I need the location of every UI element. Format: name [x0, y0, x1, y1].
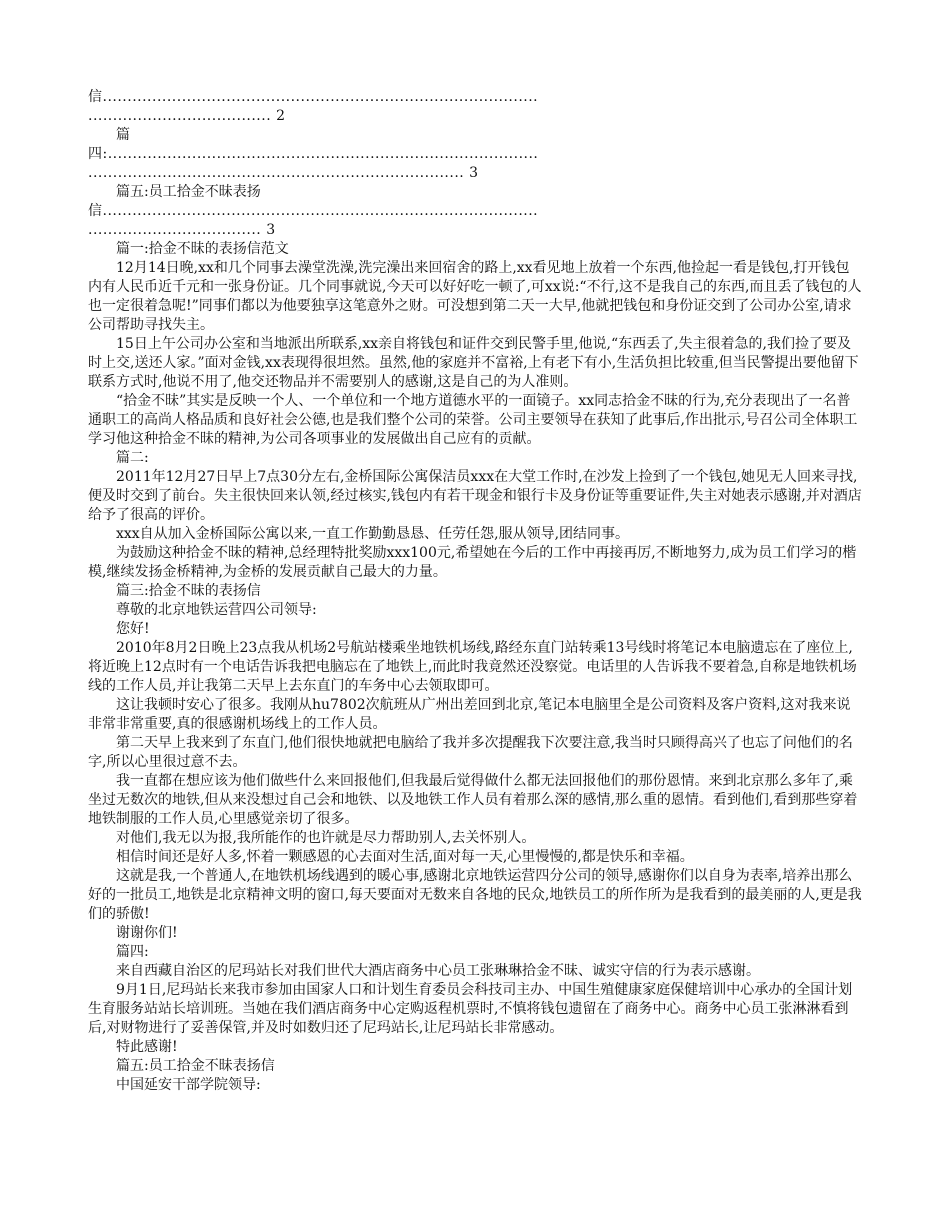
toc-label: 篇 [116, 127, 130, 143]
paragraph: 9月1日,尼玛站长来我市参加由国家人口和计划生育委员会科技司主办、中国生殖健康家庭保健培训中心承办的全国计划生育服务站站长培训班。当她在我们酒店商务中心定购返程机票时,不慎将钱包遗留在了商务中心。商务中心员工张淋淋看到后,对财物进行了妥善保管,并及时如数归还了尼玛站长,让尼玛站长非常感动。 [88, 982, 853, 1036]
toc-entry [88, 126, 862, 183]
paragraph: 2010年8月2日晚上23点我从机场2号航站楼乘坐地铁机场线,路经东直门站转乘13号线时将笔记本电脑遗忘在了座位上,将近晚上12点时有一个电话告诉我把电脑忘在了地铁上,而此时我竟然还没察觉。电话里的人告诉我不要着急,自称是地铁机场线的工作人员,并让我第二天早上去东直门的车务中心去领取即可。 [88, 640, 857, 694]
toc-dots-line: 信........................................................................................ [88, 203, 539, 219]
greeting: 您好! [116, 621, 150, 637]
paragraph: 来自西藏自治区的尼玛站长对我们世代大酒店商务中心员工张琳琳拾金不昧、诚实守信的行为表示感谢。 [116, 963, 760, 979]
toc-dots-line: 信........................................................................................ [88, 89, 539, 105]
toc-entry [88, 88, 862, 126]
document-body [88, 240, 862, 1095]
toc-dots-line: 四:....................................................................................... [88, 146, 539, 162]
toc-dots-line: ............................................................................ 3 [88, 165, 479, 181]
paragraph: 2011年12月27日早上7点30分左右,金桥国际公寓保洁员xxx在大堂工作时,在沙发上捡到了一个钱包,她见无人回来寻找,便及时交到了前台。失主很快回来认领,经过核实,钱包内有若干现金和银行卡及身份证等重要证件,失主对她表示感谢,并对酒店给予了很高的评价。 [88, 469, 862, 523]
paragraph: 对他们,我无以为报,我所能作的也许就是尽力帮助别人,去关怀别人。 [116, 830, 536, 846]
paragraph: 12月14日晚,xx和几个同事去澡堂洗澡,洗完澡出来回宿舍的路上,xx看见地上放着一个东西,他捡起一看是钱包,打开钱包内有人民币近千元和一张身份证。几个同事就说,今天可以好好吃一顿了,可xx说:“不行,这不是我自己的东西,而且丢了钱包的人也一定很着急呢!”同事们都以为他要独享这笔意外之财。可没想到第二天一大早,他就把钱包和身份证交到了公司办公室,请求公司帮助寻找失主。 [88, 260, 862, 333]
paragraph: 这让我顿时安心了很多。我刚从hu7802次航班从广州出差回到北京,笔记本电脑里全是公司资料及客户资料,这对我来说非常非常重要,真的很感谢机场线上的工作人员。 [88, 697, 851, 732]
section-heading: 篇三:拾金不昧的表扬信 [116, 583, 261, 599]
section-heading: 篇五:员工拾金不昧表扬信 [116, 1058, 275, 1074]
salutation: 尊敬的北京地铁运营四公司领导: [116, 602, 317, 618]
closing: 特此感谢! [116, 1039, 178, 1055]
closing: 谢谢你们! [116, 925, 178, 941]
paragraph: 第二天早上我来到了东直门,他们很快地就把电脑给了我并多次提醒我下次要注意,我当时只顾得高兴了也忘了问他们的名字,所以心里很过意不去。 [88, 735, 853, 770]
section-heading: 篇二: [116, 450, 149, 466]
paragraph: 15日上午公司办公室和当地派出所联系,xx亲自将钱包和证件交到民警手里,他说,“东西丢了,失主很着急的,我们捡了要及时上交,送还人家。”面对金钱,xx表现得很坦然。虽然,他的家庭并不富裕,上有老下有小,生活负担比较重,但当民警提出要他留下联系方式时,他说不用了,他交还物品并不需要别人的感谢,这是自己的为人准则。 [88, 336, 859, 390]
toc-dots-line: ................................... 3 [88, 222, 276, 238]
paragraph: 为鼓励这种拾金不昧的精神,总经理特批奖励xxx100元,希望她在今后的工作中再接再厉,不断地努力,成为员工们学习的楷模,继续发扬金桥精神,为金桥的发展贡献自己最大的力量。 [88, 545, 857, 580]
toc-entry [88, 183, 862, 240]
section-heading: 篇四: [116, 944, 149, 960]
paragraph: “拾金不昧”其实是反映一个人、一个单位和一个地方道德水平的一面镜子。xx同志拾金不昧的行为,充分表现出了一名普通职工的高尚人格品质和良好社会公德,也是我们整个公司的荣誉。公司主要领导在获知了此事后,作出批示,号召公司全体职工学习他这种拾金不昧的精神,为公司各项事业的发展做出自己应有的贡献。 [88, 393, 858, 447]
paragraph: 相信时间还是好人多,怀着一颗感恩的心去面对生活,面对每一天,心里慢慢的,都是快乐和幸福。 [116, 849, 694, 865]
paragraph: 我一直都在想应该为他们做些什么来回报他们,但我最后觉得做什么都无法回报他们的那份恩情。来到北京那么多年了,乘坐过无数次的地铁,但从来没想过自己会和地铁、以及地铁工作人员有着那么深的感情,那么重的恩情。看到他们,看到那些穿着地铁制服的工作人员,心里感觉亲切了很多。 [88, 773, 858, 827]
paragraph: 这就是我,一个普通人,在地铁机场线遇到的暖心事,感谢北京地铁运营四分公司的领导,感谢你们以自身为表率,培养出那么好的一批员工,地铁是北京精神文明的窗口,每天要面对无数来自各地的民众,地铁员工的所作所为是我看到的最美丽的人,更是我们的骄傲! [88, 868, 862, 922]
salutation: 中国延安干部学院领导: [116, 1077, 261, 1093]
toc-dots-line: ..................................... 2 [88, 108, 286, 124]
paragraph: xxx自从加入金桥国际公寓以来,一直工作勤勤恳恳、任劳任怨,服从领导,团结同事。 [116, 526, 630, 542]
toc-label: 篇五:员工拾金不昧表扬 [116, 184, 261, 200]
section-heading: 篇一:拾金不昧的表扬信范文 [116, 241, 289, 257]
